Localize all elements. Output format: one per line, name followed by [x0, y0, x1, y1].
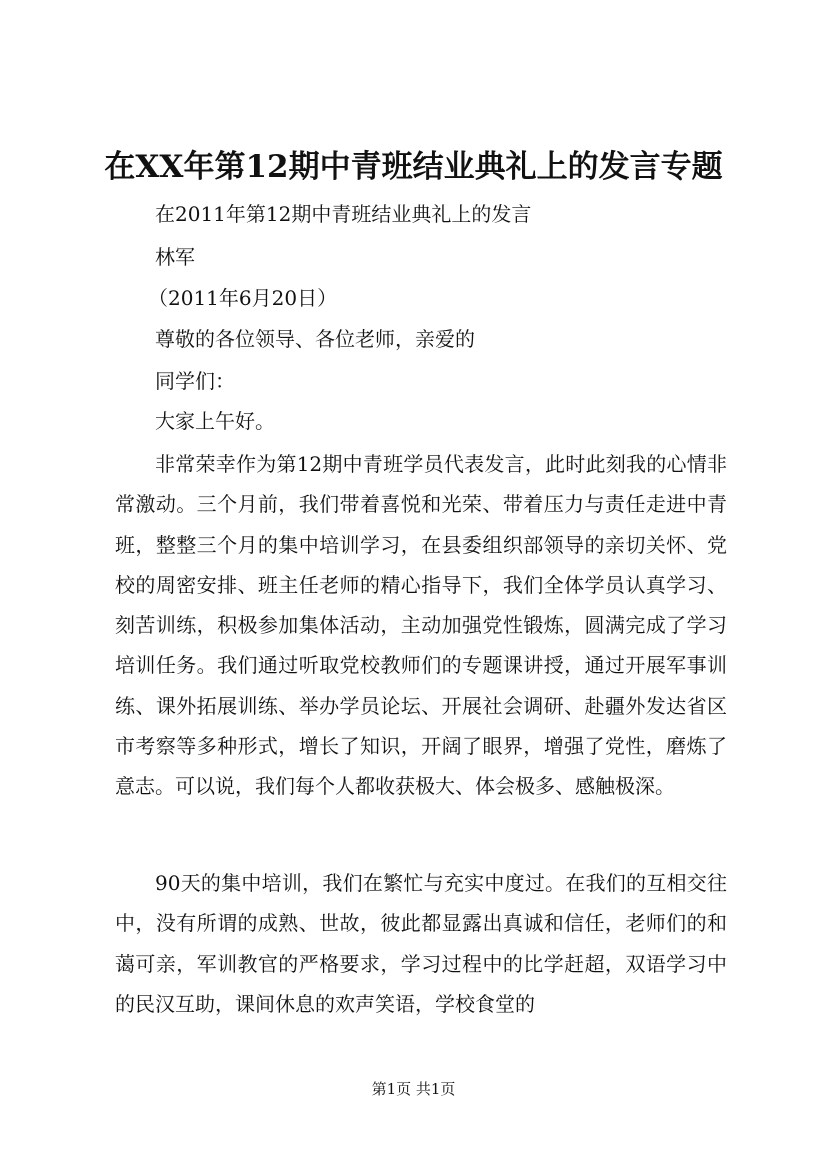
- author-name: 林军: [155, 245, 195, 269]
- document-title: 在XX年第12期中青班结业典礼上的发言专题: [104, 149, 723, 185]
- speech-subtitle: 在2011年第12期中青班结业典礼上的发言: [155, 202, 532, 226]
- body-paragraph-2: 90天的集中培训，我们在繁忙与充实中度过。在我们的互相交往中，没有所谓的成熟、世故，彼此都显露出真诚和信任，老师们的和蔼可亲，军训教官的严格要求，学习过程中的比学赶超，双语学习中的民汉互助，课间休息的欢声笑语，学校食堂的: [115, 871, 727, 1016]
- salutation-line-1: 尊敬的各位领导、各位老师，亲爱的: [155, 327, 475, 351]
- body-paragraph-1: 非常荣幸作为第12期中青班学员代表发言，此时此刻我的心情非常激动。三个月前，我们带着喜悦和光荣、带着压力与责任走进中青班，整整三个月的集中培训学习，在县委组织部领导的亲切关怀、党校的周密安排、班主任老师的精心指导下，我们全体学员认真学习、刻苦训练，积极参加集体活动，主动加强党性锻炼，圆满完成了学习培训任务。我们通过听取党校教师们的专题课讲授，通过开展军事训练、课外拓展训练、举办学员论坛、开展社会调研、赴疆外发达省区市考察等多种形式，增长了知识，开阔了眼界，增强了党性，磨炼了意志。可以说，我们每个人都收获极大、体会极多、感触极深。: [115, 452, 727, 799]
- salutation-line-2: 同学们：: [155, 369, 235, 393]
- greeting: 大家上午好。: [155, 409, 275, 433]
- page-footer: 第1页 共1页: [371, 1080, 456, 1098]
- speech-date: （2011年6月20日）: [148, 286, 338, 310]
